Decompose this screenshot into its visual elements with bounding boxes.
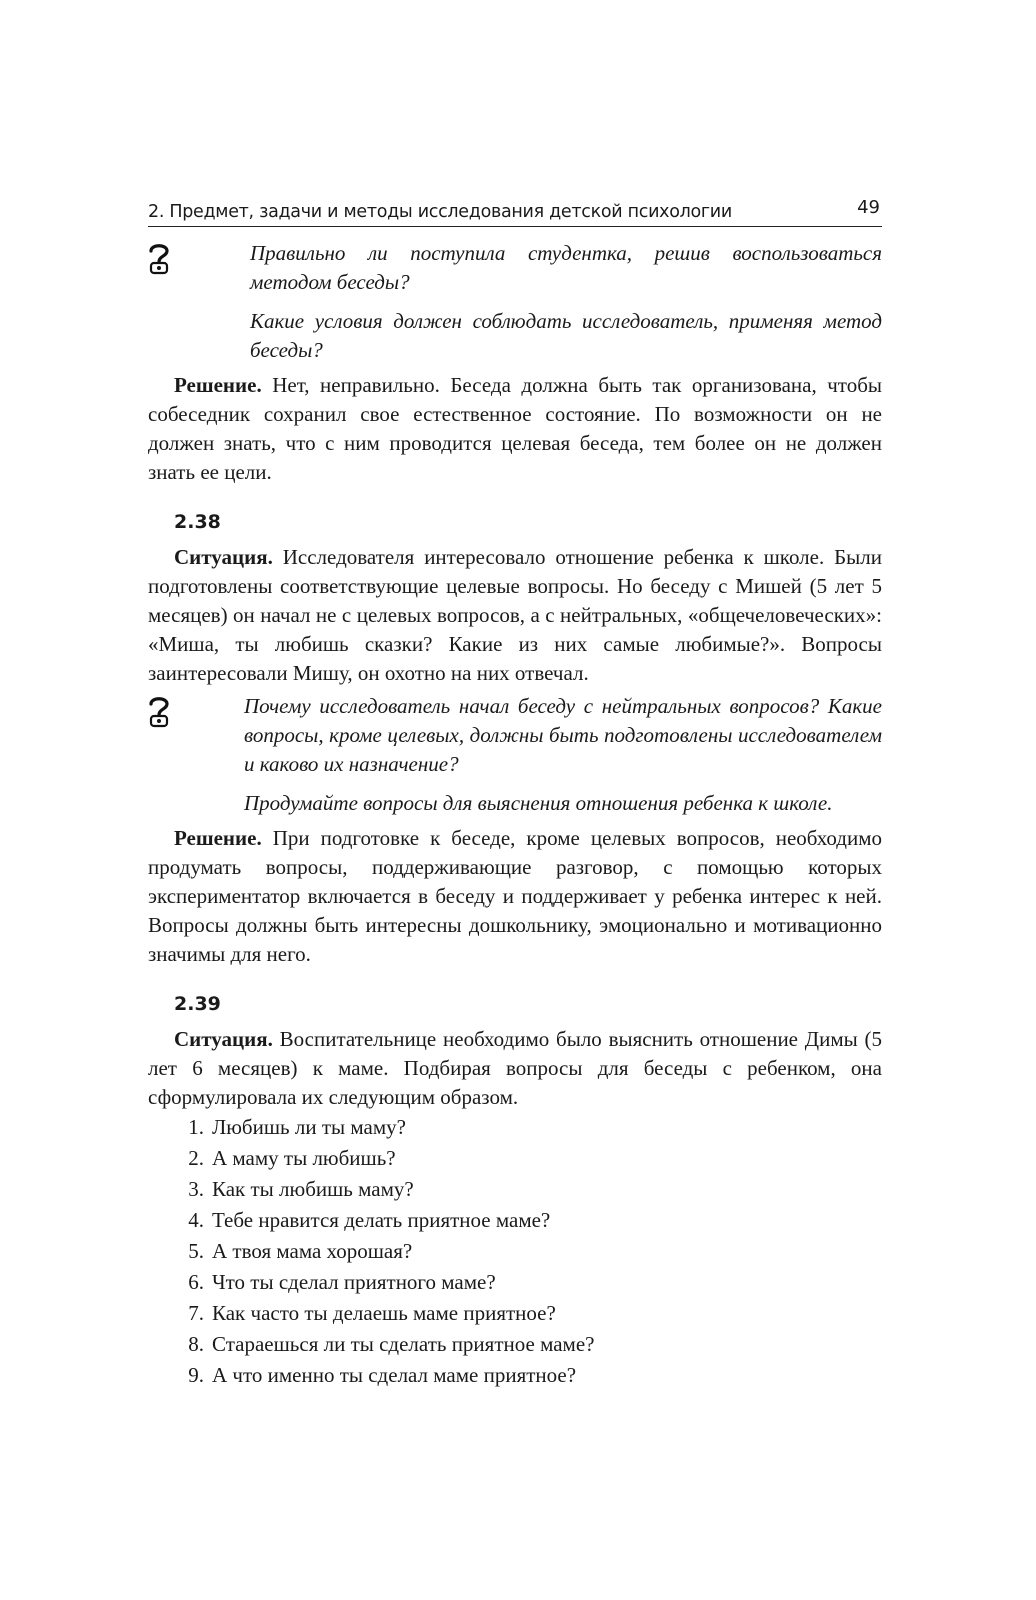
situation-text: Исследователя интересовало отношение ребенка к школе. Были подготовлены соответствующие целевые вопросы. Но беседу с Мишей (5 лет 5 месяцев) он начал не с целевых вопросов, а с нейтральных, «общечеловеческих»: «Миша, ты любишь сказки? Какие из них самые любимые?». Вопросы заинтересовали Мишу, он охотно на них отвечал. bbox=[148, 545, 882, 685]
question-block-2 bbox=[148, 692, 882, 818]
situation-text: Воспитательнице необходимо было выяснить отношение Димы (5 лет 6 месяцев) к маме. Подбирая вопросы для беседы с ребенком, она сформулировала их следующим образом. bbox=[148, 1027, 882, 1109]
situation-paragraph bbox=[148, 543, 882, 688]
running-header bbox=[148, 196, 882, 227]
solution-label: Решение. bbox=[174, 373, 262, 397]
list-item: 8. Стараешься ли ты сделать приятное маме? bbox=[188, 1332, 595, 1356]
situation-paragraph bbox=[148, 1025, 882, 1112]
list-item: 5. А твоя мама хорошая? bbox=[188, 1239, 413, 1263]
list-item: 4. Тебе нравится делать приятное маме? bbox=[188, 1208, 551, 1232]
page-number: 49 bbox=[857, 197, 880, 218]
list-item: 1. Любишь ли ты маму? bbox=[188, 1115, 406, 1139]
question-list bbox=[148, 1112, 882, 1391]
list-item: 7. Как часто ты делаешь маме приятное? bbox=[188, 1301, 556, 1325]
solution-paragraph bbox=[148, 371, 882, 487]
question-mark-icon bbox=[148, 241, 170, 275]
solution-label: Решение. bbox=[174, 826, 262, 850]
solution-paragraph bbox=[148, 824, 882, 969]
solution-text: При подготовке к беседе, кроме целевых вопросов, необходимо продумать вопросы, поддерживающие разговор, с помощью которых экспериментатор включается в беседу и поддерживает у ребенка интерес к ней. Вопросы должны быть интересны дошкольнику, эмоционально и мотивационно значимы для него. bbox=[148, 826, 882, 966]
question-text: Почему исследователь начал беседу с нейтральных вопросов? Какие вопросы, кроме целевых, должны быть подготовлены исследователем и каково их назначение? bbox=[244, 694, 882, 776]
question-text: Какие условия должен соблюдать исследователь, применяя метод беседы? bbox=[250, 309, 882, 362]
situation-label: Ситуация. bbox=[174, 545, 273, 569]
question-text: Продумайте вопросы для выяснения отношения ребенка к школе. bbox=[244, 791, 833, 815]
situation-label: Ситуация. bbox=[174, 1027, 273, 1051]
section-number: 2.38 bbox=[174, 511, 221, 533]
list-item: 6. Что ты сделал приятного маме? bbox=[188, 1270, 496, 1294]
list-item: 2. А маму ты любишь? bbox=[188, 1146, 396, 1170]
running-title: 2. Предмет, задачи и методы исследования детской психологии bbox=[148, 202, 732, 222]
book-page bbox=[148, 196, 882, 1391]
question-text: Правильно ли поступила студентка, решив воспользоваться методом беседы? bbox=[250, 241, 882, 294]
list-item: 9. А что именно ты сделал маме приятное? bbox=[188, 1363, 577, 1387]
solution-text: Нет, неправильно. Беседа должна быть так организована, чтобы собеседник сохранил свое естественное состояние. По возможности он не должен знать, что с ним проводится целевая беседа, тем более он не должен знать ее цели. bbox=[148, 373, 882, 484]
list-item: 3. Как ты любишь маму? bbox=[188, 1177, 414, 1201]
question-block-1 bbox=[148, 239, 882, 365]
question-mark-icon bbox=[148, 694, 170, 728]
section-number: 2.39 bbox=[174, 993, 221, 1015]
